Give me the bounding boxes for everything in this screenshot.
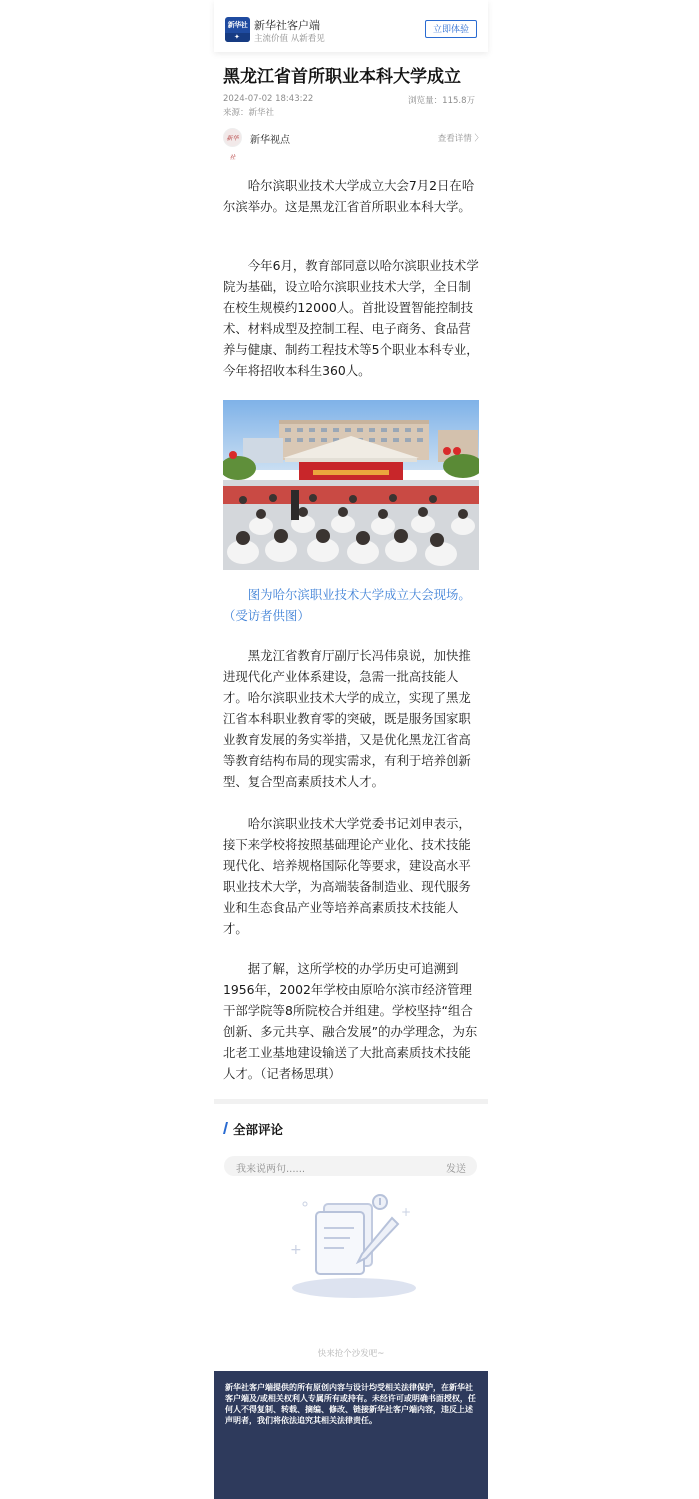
empty-comments-icon (274, 1190, 434, 1300)
app-download-banner (214, 0, 488, 52)
section-divider (214, 1099, 488, 1104)
svg-text:+: + (290, 1242, 302, 1258)
copyright-notice: 新华社客户端提供的所有原创内容与设计均受相关法律保护，在新华社客户端及/或相关权利人专属所有或持有。未经许可或明确书面授权，任何人不得复制、转载、摘编、修改、链接新华社客户端内容，违反上述声明者，我们将依法追究其相关法律责任。 (225, 1383, 476, 1425)
comments-title: 全部评论 (233, 1122, 284, 1137)
channel-name: 新华视点 (250, 135, 290, 146)
send-button[interactable]: 发送 (446, 1164, 466, 1175)
channel-logo: 新华社 (223, 128, 242, 147)
article-paragraph: 哈尔滨职业技术大学成立大会7月2日在哈尔滨举办。这是黑龙江省首所职业本科大学。 (223, 178, 475, 214)
article-title: 黑龙江省首所职业本科大学成立 (223, 67, 461, 87)
article-paragraph: 据了解，这所学校的办学历史可追溯到1956年，2002年学校由原哈尔滨市经济管理干部学院等8所院校合并组建。学校坚持“组合创新、多元共享、融合发展”的办学理念，为东北老工业基地建设输送了大批高素质技术技能人才。（记者杨思琪） (223, 961, 478, 1081)
svg-text:+: + (401, 1205, 412, 1219)
article-paragraph: 哈尔滨职业技术大学党委书记刘申表示，接下来学校将按照基础理论产业化、技术技能现代化、培养规格国际化等要求，建设高水平职业技术大学，为高端装备制造业、现代服务业和生态食品产业等培养高素质技术技能人才。 (223, 816, 471, 936)
xinhua-app-logo: 新华社 ✦ (225, 17, 250, 42)
star-icon: ✦ (234, 33, 240, 41)
article-photo[interactable] (223, 400, 479, 570)
empty-comments-text: 快来抢个沙发吧~ (317, 1349, 385, 1359)
open-app-button[interactable]: 立即体验 (425, 20, 477, 38)
ceremony-photo (223, 400, 479, 570)
view-count: 浏览量：115.8万 (408, 96, 475, 106)
app-name: 新华社客户端 (254, 19, 320, 32)
comment-placeholder: 我来说两句...... (236, 1164, 306, 1175)
article-paragraph: 黑龙江省教育厅副厅长冯伟泉说，加快推进现代化产业体系建设，急需一批高技能人才。哈尔滨职业技术大学的成立，实现了黑龙江省本科职业教育零的突破，既是服务国家职业教育发展的务实举措，又是优化黑龙江省高等教育结构布局的现实需求，有利于培养创新型、复合型高素质技术人才。 (223, 648, 471, 789)
copyright-footer (214, 1371, 488, 1499)
article-source: 来源：新华社 (223, 108, 275, 118)
publish-datetime: 2024-07-02 18:43:22 (223, 94, 314, 104)
photo-caption: 图为哈尔滨职业技术大学成立大会现场。（受访者供图） (223, 587, 471, 623)
article-page (214, 0, 488, 1499)
app-slogan: 主流价值 从新看见 (254, 34, 325, 44)
channel-row[interactable] (223, 128, 483, 161)
channel-detail-link[interactable]: 查看详情 〉 (437, 134, 483, 144)
article-paragraph: 今年6月，教育部同意以哈尔滨职业技术学院为基础，设立哈尔滨职业技术大学，全日制在校生规模约12000人。首批设置智能控制技术、材料成型及控制工程、电子商务、食品营养与健康、制药工程技术等5个职业本科专业，今年将招收本科生360人。 (223, 258, 479, 378)
comment-input[interactable] (224, 1156, 477, 1176)
comment-title-marker-icon (223, 1122, 228, 1134)
